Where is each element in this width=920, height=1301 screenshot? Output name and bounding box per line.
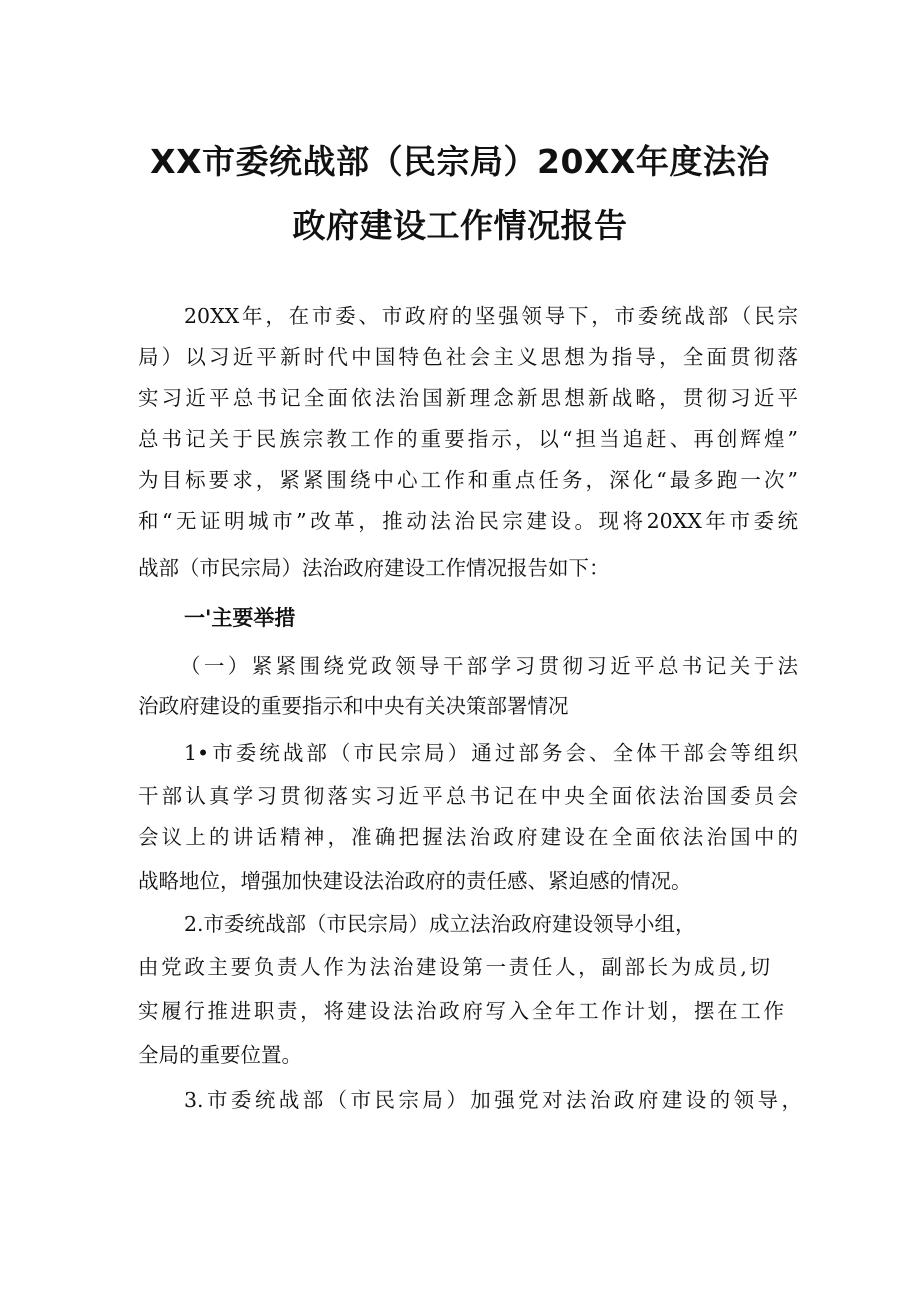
item-line: 战略地位，增强加快建设法治政府的责任感、紧迫感的情况。 bbox=[138, 869, 692, 893]
paragraph-line: 战部（市民宗局）法治政府建设工作情况报告如下： bbox=[138, 556, 610, 580]
paragraph-line: 为目标要求，紧紧围绕中心工作和重点任务，深化“最多跑一次” bbox=[138, 468, 798, 492]
paragraph-line: 和“无证明城市”改革，推动法治民宗建设。现将20XX年市委统 bbox=[138, 509, 798, 533]
section-heading: 一'主要举措 bbox=[184, 606, 296, 630]
paragraph-line: 总书记关于民族宗教工作的重要指示，以“担当追赶、再创辉煌” bbox=[138, 427, 798, 451]
document-title-line-1: XX市委统战部（民宗局）20XX年度法治 bbox=[150, 142, 770, 181]
document-title-line-2: 政府建设工作情况报告 bbox=[292, 206, 628, 245]
item-line: 会议上的讲话精神，准确把握法治政府建设在全面依法治国中的 bbox=[138, 825, 798, 849]
subsection-line: （一）紧紧围绕党政领导干部学习贯彻习近平总书记关于法 bbox=[180, 654, 798, 678]
item-line: 2.市委统战部（市民宗局）成立法治政府建设领导小组， bbox=[184, 912, 696, 936]
subsection-line: 治政府建设的重要指示和中央有关决策部署情况 bbox=[138, 694, 569, 718]
item-line: 3.市委统战部（市民宗局）加强党对法治政府建设的领导， bbox=[184, 1088, 802, 1112]
item-line: 干部认真学习贯彻落实习近平总书记在中央全面依法治国委员会 bbox=[138, 784, 798, 808]
item-line: 1•市委统战部（市民宗局）通过部务会、全体干部会等组织 bbox=[184, 741, 798, 765]
item-line: 实履行推进职责，将建设法治政府写入全年工作计划，摆在工作 bbox=[138, 999, 784, 1023]
paragraph-line: 20XX年，在市委、市政府的坚强领导下，市委统战部（民宗 bbox=[184, 304, 798, 328]
paragraph-line: 局）以习近平新时代中国特色社会主义思想为指导，全面贯彻落 bbox=[138, 345, 798, 369]
item-line: 全局的重要位置。 bbox=[138, 1043, 302, 1067]
paragraph-line: 实习近平总书记全面依法治国新理念新思想新战略，贯彻习近平 bbox=[138, 386, 798, 410]
item-line: 由党政主要负责人作为法治建设第一责任人，副部长为成员,切 bbox=[138, 955, 770, 979]
